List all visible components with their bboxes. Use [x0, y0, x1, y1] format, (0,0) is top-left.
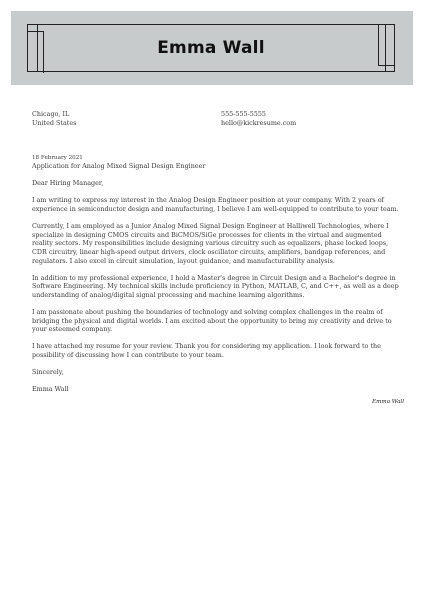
letter-date: 18 February 2021	[32, 155, 83, 161]
letter-paragraph: In addition to my professional experience, I hold a Master's degree in Circuit Design and a Bachelor's degree in Software Engineering. My technical skills include proficiency in Python, MATLAB, C, and C++, as well as a deep understanding of analog/digital signal processing and machine learning algorithms.	[32, 273, 399, 299]
contact-location	[32, 110, 76, 128]
letter-paragraph: I have attached my resume for your review. Thank you for considering my application. I look forward to the possibility of discussing how I can contribute to your team.	[32, 342, 381, 360]
letter-salutation: Dear Hiring Manager,	[32, 179, 104, 188]
contact-city: Chicago, IL	[32, 110, 70, 118]
contact-email: hello@kickresume.com	[221, 119, 297, 127]
letter-closing: Sincerely,	[32, 368, 64, 377]
letter-subject: Application for Analog Mixed Signal Design Engineer	[32, 162, 206, 170]
letter-closing-name: Emma Wall	[32, 385, 69, 394]
letter-body	[32, 154, 404, 403]
contact-country: United States	[32, 119, 77, 127]
header-frame	[27, 24, 395, 72]
contact-phone: 555-555-5555	[221, 110, 266, 118]
letter-paragraph: Currently, I am employed as a Junior Analog Mixed Signal Design Engineer at Halliwell Technologies, where I specialize in designing CMOS circuits and BiCMOS/SiGe processes for clients in the virtual and augmented reality sectors. My responsibilities include designing various circuitry such as equalizers, phase locked loops, CDR circuitry, linear high-speed output drivers, clock oscillator circuits, amplifiers, bandgap references, and regulators. I also excel in circuit simulation, layout guidance, and manufacturability analysis.	[32, 222, 389, 265]
letter-paragraph: I am passionate about pushing the boundaries of technology and solving complex challenges in the realm of bridging the physical and digital worlds. I am excited about the opportunity to bring my creativity and drive to your esteemed company.	[32, 308, 392, 334]
letter-paragraph: I am writing to express my interest in the Analog Design Engineer position at your company. With 2 years of experience in semiconductor design and manufacturing, I believe I am well-equipped to contribute to your team.	[32, 196, 399, 213]
contact-details	[221, 110, 296, 128]
signature: Emma Wall	[372, 399, 404, 405]
applicant-name: Emma Wall	[157, 38, 265, 58]
